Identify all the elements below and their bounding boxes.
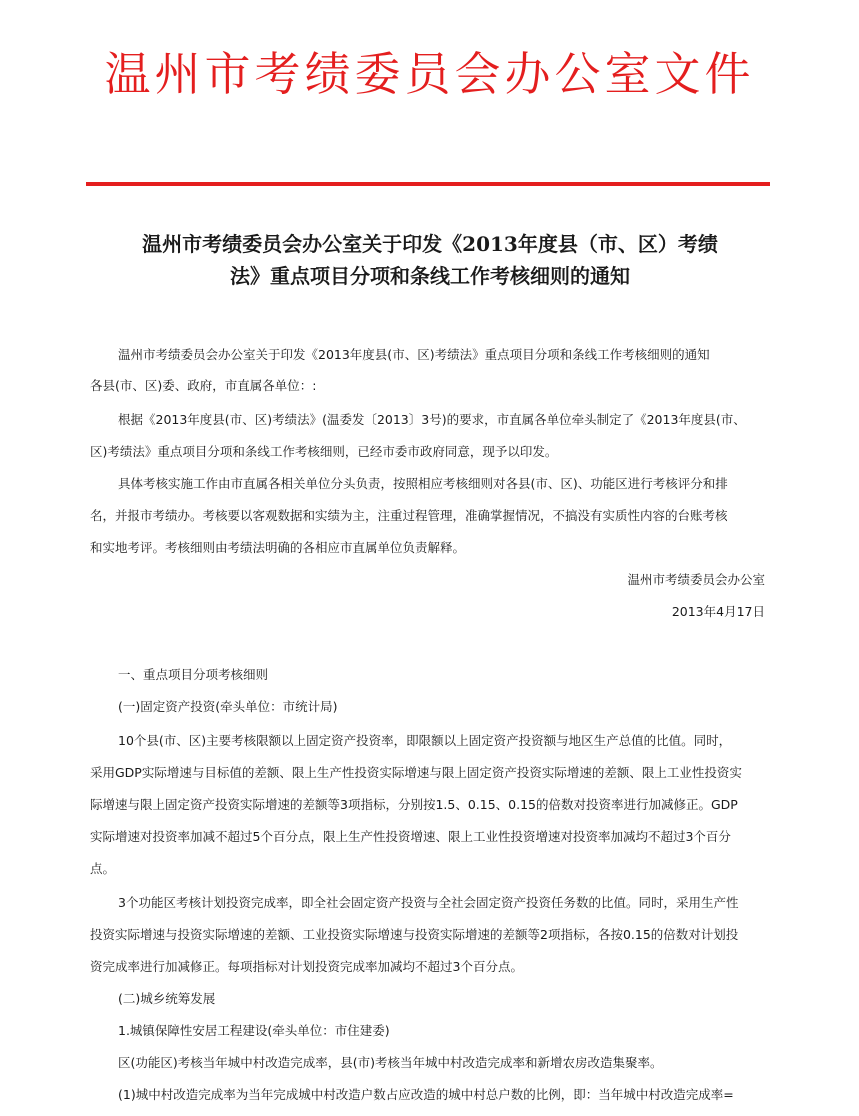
body-line: 点。 — [90, 861, 116, 876]
body-line: 采用GDP实际增速与目标值的差额、限上生产性投资实际增速与限上固定资产投资实际增速的差额、限上工业性投资实 — [90, 765, 742, 780]
issuing-authority-header: 温州市考绩委员会办公室文件 — [104, 47, 755, 101]
document-title-line-2: 法》重点项目分项和条线工作考核细则的通知 — [230, 264, 630, 288]
body-line: 3个功能区考核计划投资完成率，即全社会固定资产投资与全社会固定资产投资任务数的比值。同时，采用生产性 — [118, 895, 739, 910]
signature-date: 2013年4月17日 — [671, 604, 765, 619]
body-line: 根据《2013年度县(市、区)考绩法》(温委发〔2013〕3号)的要求，市直属各单位牵头制定了《2013年度县(市、 — [118, 412, 746, 427]
body-line: 区(功能区)考核当年城中村改造完成率，县(市)考核当年城中村改造完成率和新增农房改造集聚率。 — [118, 1055, 663, 1070]
body-line: 10个县(市、区)主要考核限额以上固定资产投资率，即限额以上固定资产投资额与地区生产总值的比值。同时， — [118, 733, 732, 748]
red-separator-line — [86, 182, 770, 186]
subsection-heading: (一)固定资产投资(牵头单位：市统计局) — [118, 699, 338, 714]
body-line: 资完成率进行加减修正。每项指标对计划投资完成率加减均不超过3个百分点。 — [90, 959, 523, 974]
document-title — [95, 228, 765, 292]
body-line: 具体考核实施工作由市直属各相关单位分头负责，按照相应考核细则对各县(市、区)、功能区进行考核评分和排 — [118, 476, 728, 491]
signature-office: 温州市考绩委员会办公室 — [627, 572, 765, 587]
body-line: 区)考绩法》重点项目分项和条线工作考核细则，已经市委市政府同意，现予以印发。 — [90, 444, 558, 459]
body-line: 投资实际增速与投资实际增速的差额、工业投资实际增速与投资实际增速的差额等2项指标，各按0.15的倍数对计划投 — [90, 927, 739, 942]
section-heading: 一、重点项目分项考核细则 — [118, 667, 269, 682]
body-line: 实际增速对投资率加减不超过5个百分点，限上生产性投资增速、限上工业性投资增速对投资率加减均不超过3个百分 — [90, 829, 731, 844]
body-line: (1)城中村改造完成率为当年完成城中村改造户数占应改造的城中村总户数的比例，即：当年城中村改造完成率= — [118, 1087, 734, 1102]
document-title-line-1: 温州市考绩委员会办公室关于印发《2013年度县（市、区）考绩 — [142, 232, 718, 256]
body-line: 和实地考评。考核细则由考绩法明确的各相应市直属单位负责解释。 — [90, 540, 466, 555]
body-line: 温州市考绩委员会办公室关于印发《2013年度县(市、区)考绩法》重点项目分项和条线工作考核细则的通知 — [118, 347, 710, 362]
body-line: 名，并报市考绩办。考核要以客观数据和实绩为主，注重过程管理，准确掌握情况，不搞没有实质性内容的台账考核 — [90, 508, 728, 523]
salutation: 各县(市、区)委、政府，市直属各单位：: — [90, 378, 317, 393]
body-line: 际增速与限上固定资产投资实际增速的差额等3项指标，分别按1.5、0.15、0.15的倍数对投资率进行加减修正。GDP — [90, 797, 738, 812]
subsection-heading: (二)城乡统筹发展 — [118, 991, 216, 1006]
item-heading: 1.城镇保障性安居工程建设(牵头单位：市住建委) — [118, 1023, 390, 1038]
